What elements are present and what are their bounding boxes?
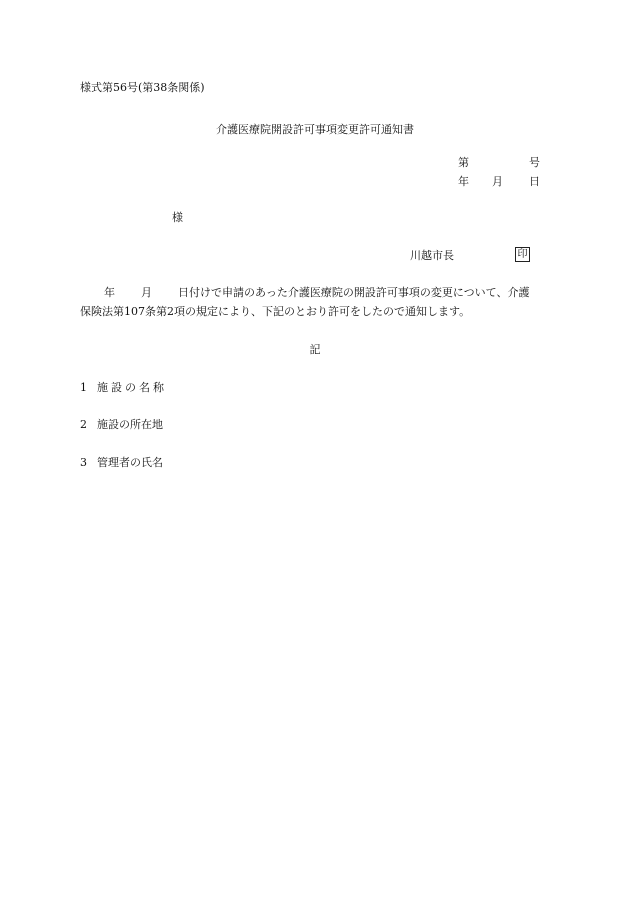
date-year-label: 年 [458,175,469,188]
addressee-honorific: 様 [172,211,183,224]
date-month-label: 月 [492,175,503,188]
issuer-name: 川越市長 [410,249,454,262]
list-item-manager-name [80,457,163,468]
document-number-suffix: 号 [529,156,540,169]
document-number-prefix: 第 [458,156,469,169]
list-item-label: 管理者の氏名 [97,456,163,469]
body-year-label: 年 [104,286,115,299]
list-item-number: 1 [80,381,90,394]
list-item-facility-address [80,419,163,430]
seal-mark: 印 [515,247,530,262]
list-item-label: 施設の名称 [97,381,167,394]
list-item-facility-name [80,382,167,393]
date-day-label: 日 [529,175,540,188]
body-text-1: 日付けで申請のあった介護医療院の開設許可事項の変更について、介護 [178,286,530,299]
list-item-label: 施設の所在地 [97,418,163,431]
list-item-number: 3 [80,456,87,469]
document-title: 介護医療院開設許可事項変更許可通知書 [216,123,414,136]
form-number: 様式第56号(第38条関係) [80,81,205,94]
list-item-number: 2 [80,418,87,431]
body-line-2: 保険法第107条第2項の規定により、下記のとおり許可をしたので通知します。 [80,305,471,318]
body-line-1 [104,287,529,298]
body-month-label: 月 [141,286,152,299]
ki-heading: 記 [309,343,321,356]
